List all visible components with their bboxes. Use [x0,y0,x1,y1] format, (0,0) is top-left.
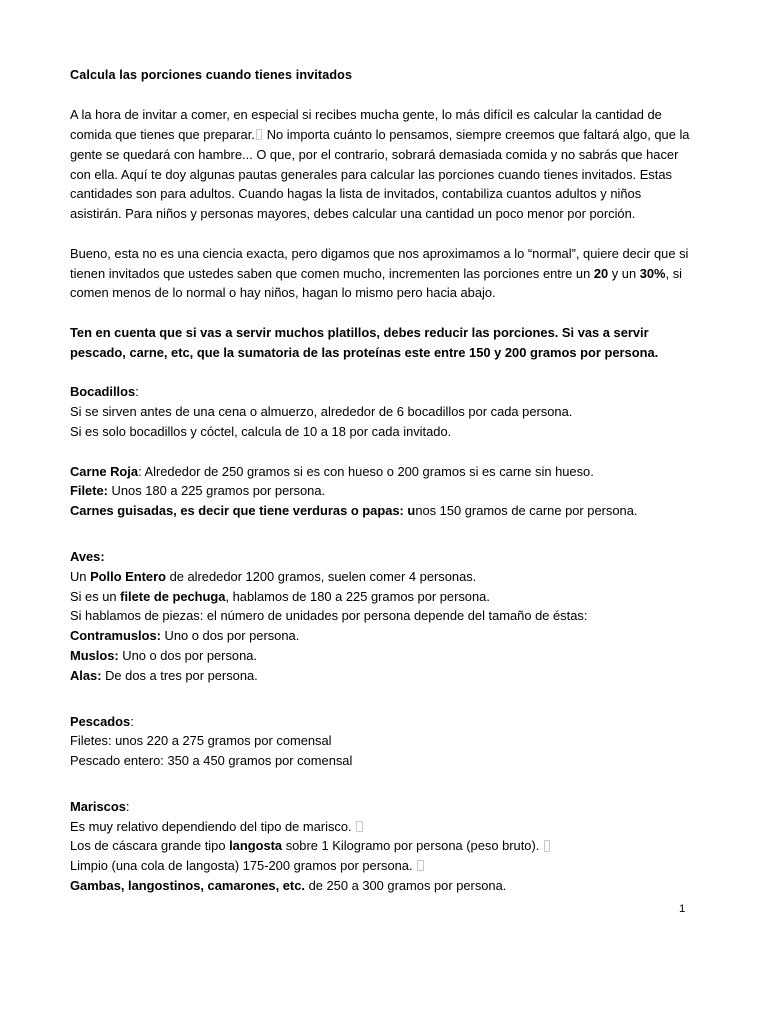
aves-line1-pre: Un [70,568,91,584]
second-part2: y un [608,265,640,281]
mariscos-heading-colon: : [125,798,130,814]
carne-roja-line-2 [70,481,692,501]
bocadillos-heading-label: Bocadillos [70,384,136,400]
muslos-label: Muslos: [70,647,119,663]
pescados-heading-label: Pescados [70,713,131,729]
carne-roja-line-3 [70,501,692,521]
aves-line2-pre: Si es un [70,588,121,604]
missing-glyph-icon [544,840,551,851]
spacer [70,686,692,712]
intro-text-part2: No importa cuánto lo pensamos, siempre creemos que faltará algo, que la gente se quedará con hambre... O que, por el contrario, sobrará demasiada comida y no sabrás que hacer con ella. Aquí te doy algunas pautas generales para calcular las porciones cuando tienes invitados. Estas cantidades son para adultos. Cuando hagas la lista de invitados, contabiliza cuantos adultos y niños asistirán. Para niños y personas mayores, debes calcular una cantidad un poco menor por porción. [70,126,690,222]
missing-glyph-icon [256,129,263,140]
paragraph-intro [70,105,692,224]
paragraph-warning: Ten en cuenta que si vas a servir muchos platillos, debes reducir las porciones. Si vas a servir pescado, carne, etc, que la sumatoria de las proteínas este entre 150 y 200 gramos por persona. [70,324,659,360]
bocadillos-heading-colon: : [135,384,139,400]
gambas-label: Gambas, langostinos, camarones, etc. [70,878,305,894]
section-heading-pescados [70,712,692,732]
alas-text: De dos a tres por persona. [101,667,258,683]
aves-line1-post: de alrededor 1200 gramos, suelen comer 4 personas. [165,568,477,584]
intro-text-part1: A la hora de invitar a comer, en especial si recibes mucha gente, lo más difícil es calcular la cantidad de comida que tienes que preparar. [70,107,662,142]
carnes-guisadas-label: Carnes guisadas, es decir que tiene verduras o papas: u [70,503,416,519]
mariscos-line1-text: Es muy relativo dependiendo del tipo de marisco. [70,818,352,834]
mariscos-line3-text: Limpio (una cola de langosta) 175-200 gramos por persona. [70,858,413,874]
aves-line-4 [70,626,692,646]
alas-label: Alas: [70,667,102,683]
carne-roja-line-1 [70,462,692,482]
mariscos-line2-pre: Los de cáscara grande tipo [70,838,230,854]
spacer [70,442,692,462]
bocadillos-line-1: Si se sirven antes de una cena o almuerzo, alrededor de 6 bocadillos por cada persona. [70,404,573,420]
section-heading-bocadillos [70,382,692,402]
contramuslos-text: Uno o dos por persona. [160,628,300,644]
gambas-text: de 250 a 300 gramos por persona. [304,878,507,894]
mariscos-heading-label: Mariscos [70,798,126,814]
contramuslos-label: Contramuslos: [70,628,161,644]
missing-glyph-icon [417,860,424,871]
second-part3: , si comen menos de lo normal o hay niños, hagan lo mismo pero hacia abajo. [70,265,683,301]
aves-heading-label: Aves: [70,548,105,564]
spacer [70,521,692,547]
mariscos-line-3 [70,856,692,876]
second-bold-20: 20 [593,265,609,281]
aves-line-2 [70,587,692,607]
carne-roja-label: Carne Roja [70,463,139,479]
pescados-line-1: Filetes: unos 220 a 275 gramos por comensal [70,733,332,749]
pescados-heading-colon: : [130,713,134,729]
mariscos-line-1 [70,817,692,837]
document-body [70,66,692,896]
pollo-entero-label: Pollo Entero [90,568,166,584]
second-bold-30pct: 30% [639,265,666,281]
langosta-label: langosta [229,838,283,854]
spacer [70,224,692,244]
aves-line-1 [70,567,692,587]
carnes-guisadas-text: nos 150 gramos de carne por persona. [415,503,638,519]
section-heading-mariscos [70,797,692,817]
spacer [70,771,692,797]
page-number: 1 [679,903,686,915]
mariscos-line2-post: sobre 1 Kilogramo por persona (peso bruto). [282,838,540,854]
bocadillos-line-2: Si es solo bocadillos y cóctel, calcula de 10 a 18 por cada invitado. [70,423,452,439]
pescados-line-2: Pescado entero: 350 a 450 gramos por comensal [70,753,353,769]
mariscos-line-4 [70,876,692,896]
missing-glyph-icon [356,821,363,832]
aves-line-3: Si hablamos de piezas: el número de unidades por persona depende del tamaño de éstas: [70,608,588,624]
second-part1: Bueno, esta no es una ciencia exacta, pero digamos que nos aproximamos a lo “normal”, quiere decir que si tienen invitados que ustedes saben que comen mucho, incrementen las porciones entre un [70,245,689,281]
page-title: Calcula las porciones cuando tienes invitados [70,68,353,82]
aves-line2-post: , hablamos de 180 a 225 gramos por persona. [225,588,490,604]
aves-line-6 [70,666,692,686]
filete-pechuga-label: filete de pechuga [120,588,226,604]
section-heading-aves [70,547,692,567]
muslos-text: Uno o dos por persona. [118,647,258,663]
aves-line-5 [70,646,692,666]
spacer [70,363,692,383]
filete-text: Unos 180 a 225 gramos por persona. [107,483,326,499]
spacer [70,303,692,323]
carne-roja-text: : Alrededor de 250 gramos si es con hueso o 200 gramos si es carne sin hueso. [138,463,594,479]
paragraph-second [70,244,692,303]
filete-label: Filete: [70,483,108,499]
mariscos-line-2 [70,836,692,856]
